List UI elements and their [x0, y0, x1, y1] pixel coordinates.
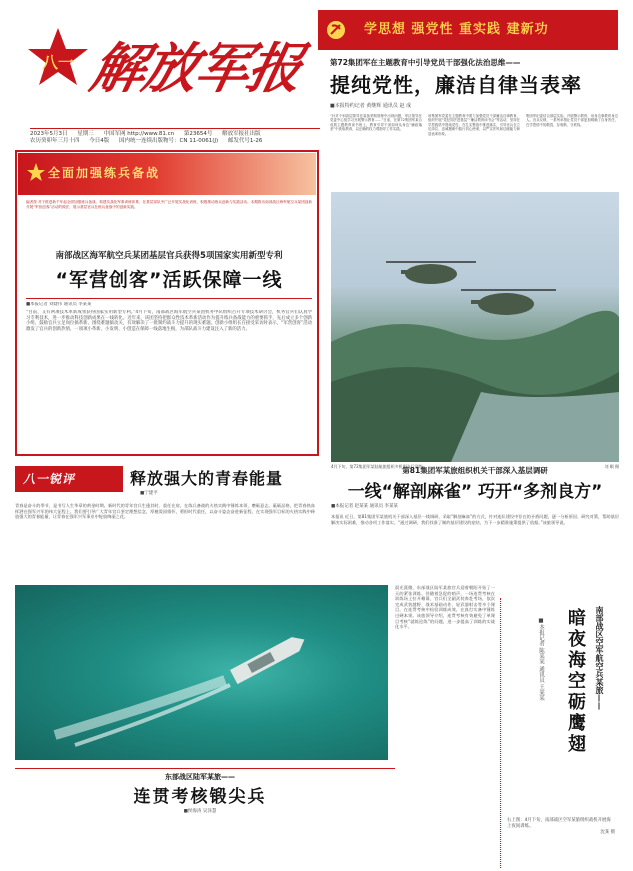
bottom-story-column: 晨光熹微，东部战区陆军某旅官兵迎着朝阳开始了一天的紧张训练。伴随着急促的哨声，一场连贯考核在训练场上拉开帷幕，官兵们全副武装奔赴考场，依次完成武装越野、战术基础动作、轻武器射击等多个课目，在连贯考核中检验训练成效，在真打实备中锤炼过硬本领。该旅领导介绍，连贯考核有效避免了单课目考核“就练论练”的问题，进一步提高了训练的实战化水平。 [395, 585, 495, 630]
mid-story-body: 本报讯 近日，第81集团军某旅机关干部深入基层一线调研，采取“解剖麻雀”的方式，针对连队建设中存在的矛盾问题，逐一分析原因、研究对策，帮助基层解决实际困难，推动各项工作落实。“通过调研，我们找准了制约基层建设的症结，为下一步精准施策提供了依据。”该旅领导说。 [331, 514, 619, 525]
website: 中国军网 http://www.81.cn [103, 131, 175, 137]
svg-text:八一: 八一 [41, 53, 75, 72]
divider [15, 768, 395, 769]
editor-note: 编者按 对于推进新千年起全面加强练兵备战、构建实战化军事训练体系，在基层部队中广泛开展实战化训练，积极推动练兵创新与实践活动。本期推出南部战区海军航空兵某团创新开展“军营创客”活动的做法，展示基层官兵在练兵备战中的创新实践。 [26, 200, 312, 209]
boat-scene [15, 585, 388, 760]
mid-story-kicker: 第81集团军某旅组织机关干部深入基层调研 [402, 466, 548, 475]
mid-story-byline: ■本报记者 赵某某 通讯员 李某某 [331, 504, 399, 509]
mid-story-headline: 一线“解剖麻雀” 巧开“多剂良方” [347, 482, 603, 502]
bottom-story-headline: 连贯考核锻尖兵 [133, 787, 267, 807]
publisher: 解放军报社出版 [222, 131, 261, 137]
helicopter-2 [461, 290, 556, 315]
essay-body: 青春是奋斗的季节，是书写人生华章的黄金时期。新时代的青年官兵生逢其时、重任在肩，在练兵备战的火热实践中锤炼本领、磨砺意志、砥砺品格，把青春热血挥洒在强军兴军的伟大征程上。我们要引导广大青年官兵坚定理想信念，厚植爱国情怀，勇担时代重任，以奋斗姿态奋进新征程，在实现强军目标的火热实践中释放强大的青春能量，让青春在强军兴军事业中绽放绚丽之花。 [15, 503, 315, 520]
vertical-byline: ■本报记者 陈某某 通讯员 王某某 [538, 618, 544, 701]
vertical-caption [507, 818, 615, 836]
feature-kicker: 南部战区海军航空兵某团基层官兵获得5项国家实用新型专利 [55, 251, 283, 261]
feature-banner [18, 153, 316, 195]
column-label-text: 八一锐评 [23, 472, 76, 486]
bottom-story-byline: ■侯海涛 吴泽慧 [183, 809, 217, 814]
newspaper-title [85, 28, 309, 128]
page-count: 今日4版 [89, 138, 110, 144]
party-emblem-icon [326, 20, 346, 40]
vertical-kicker: 南部战区空军航空兵某旅—— [595, 606, 604, 710]
postal-code: 邮发代号1-26 [227, 138, 263, 144]
lead-story-kicker: 第72集团军在主题教育中引导党员干部强化法治思维—— [330, 58, 521, 67]
helicopter-photo [331, 192, 619, 462]
helicopter-1 [386, 262, 476, 284]
divider [26, 298, 312, 299]
star-badge-icon [26, 162, 46, 184]
theme-banner [318, 10, 618, 50]
feature-banner-text: 全面加强练兵备战 [48, 166, 161, 180]
issue-meta [30, 128, 320, 146]
lead-story-column: 该集团军党委在主题教育中着力加强党员干部廉洁自律教育，组织开展“党纪国法进基层”“廉洁教育读书会”等活动，坚持在学思践悟中提纯党性，在扎实整改中推进落实，引导官兵在立足岗位、忠诚履职中践行初心使命，以严实作风和过硬能力彰显表率形象。 [428, 114, 520, 136]
title-glyph: 放 [137, 36, 205, 100]
patrol-boat-photo [15, 585, 388, 760]
feature-body: “目前，又有两项技术革新成果获得国家实用新型专利。”4月下旬，南部战区海军航空兵某团机务中队组织召开专项技术研讨会，机务官兵们认真学习专利技术，进一步推动科技创新成果在一线转化。近年来，该团坚持把群众性技术革新活动作为提升练兵备战能力的重要抓手，先后成立多个创新小组，鼓励官兵立足岗位搞革新、围绕难题搞攻关，有效解决了一批制约战斗力提升的现实难题。创新小组组长在接受采访时表示，“军营创客”活动激发了官兵的创新热情，一项项小革新、小发明、小创造在保障一线落地生根，为部队战斗力建设注入了新的活力。 [26, 310, 312, 332]
feature-headline: “军营创客”活跃保障一线 [55, 269, 283, 291]
feature-byline: ■本报记者 刘建伟 通讯员 李某某 [26, 302, 92, 307]
caption-text: 4月下旬，第72集团军某陆航旅组织多机型飞行训练。 [331, 464, 427, 469]
lead-story-byline: ■本报特约记者 黄继辉 通讯员 赵 成 [330, 103, 412, 109]
army-star-emblem-icon [26, 26, 90, 90]
cn-number: 国内统一连续出版物号：CN 11-0061(J) [119, 138, 219, 144]
vertical-headline: 暗夜海空砺鹰翅 [565, 608, 586, 755]
vertical-story-panel [500, 598, 618, 868]
caption-credit: 刘 顺 摄 [604, 464, 619, 469]
vertical-caption-text: 右上图：4月下旬，南部战区空军某旅组织战机开展海上夜间训练。 [507, 818, 611, 829]
title-glyph: 军 [189, 36, 257, 100]
helicopter-scene [331, 192, 619, 462]
patrol-boat [230, 632, 308, 684]
essay-headline: 释放强大的青春能量 [130, 469, 284, 488]
title-glyph: 报 [241, 36, 309, 100]
issue-number: 第23654号 [183, 131, 213, 137]
bottom-story-kicker: 东部战区陆军某旅—— [165, 773, 235, 781]
lead-story-column: “针对个别高层领导在装备采购管理中出现问题，军区领导在党委中心组学习开展警示教育……”日前，在第72集团军某合成旅主题教育读书班上，教育引导干部如何从身边“廉政落差”中汲取教训，以正确的权力观指导工作实践。 [330, 114, 422, 132]
essay-author: ■宁建平 [140, 491, 158, 496]
lunar-date: 农历癸卯年三月十四 [30, 138, 80, 144]
issue-weekday: 星期三 [77, 131, 94, 137]
lead-story-headline: 提纯党性，廉洁自律当表率 [330, 73, 582, 97]
title-glyph: 解 [85, 36, 153, 100]
vertical-caption-credit: 沈某 摄 [600, 830, 615, 835]
column-label [15, 466, 123, 492]
theme-slogan: 学思想 强党性 重实践 建新功 [364, 22, 549, 37]
issue-date: 2023年5月3日 [30, 131, 68, 137]
lead-story-column: 集团军纪委结合基层实际，开展警示教育，用身边事教育身边人。官兵反映，一系列举措让党员干部更加明确了自身责任，在学思悟中知敬畏、存戒惧、守底线。 [526, 114, 618, 127]
